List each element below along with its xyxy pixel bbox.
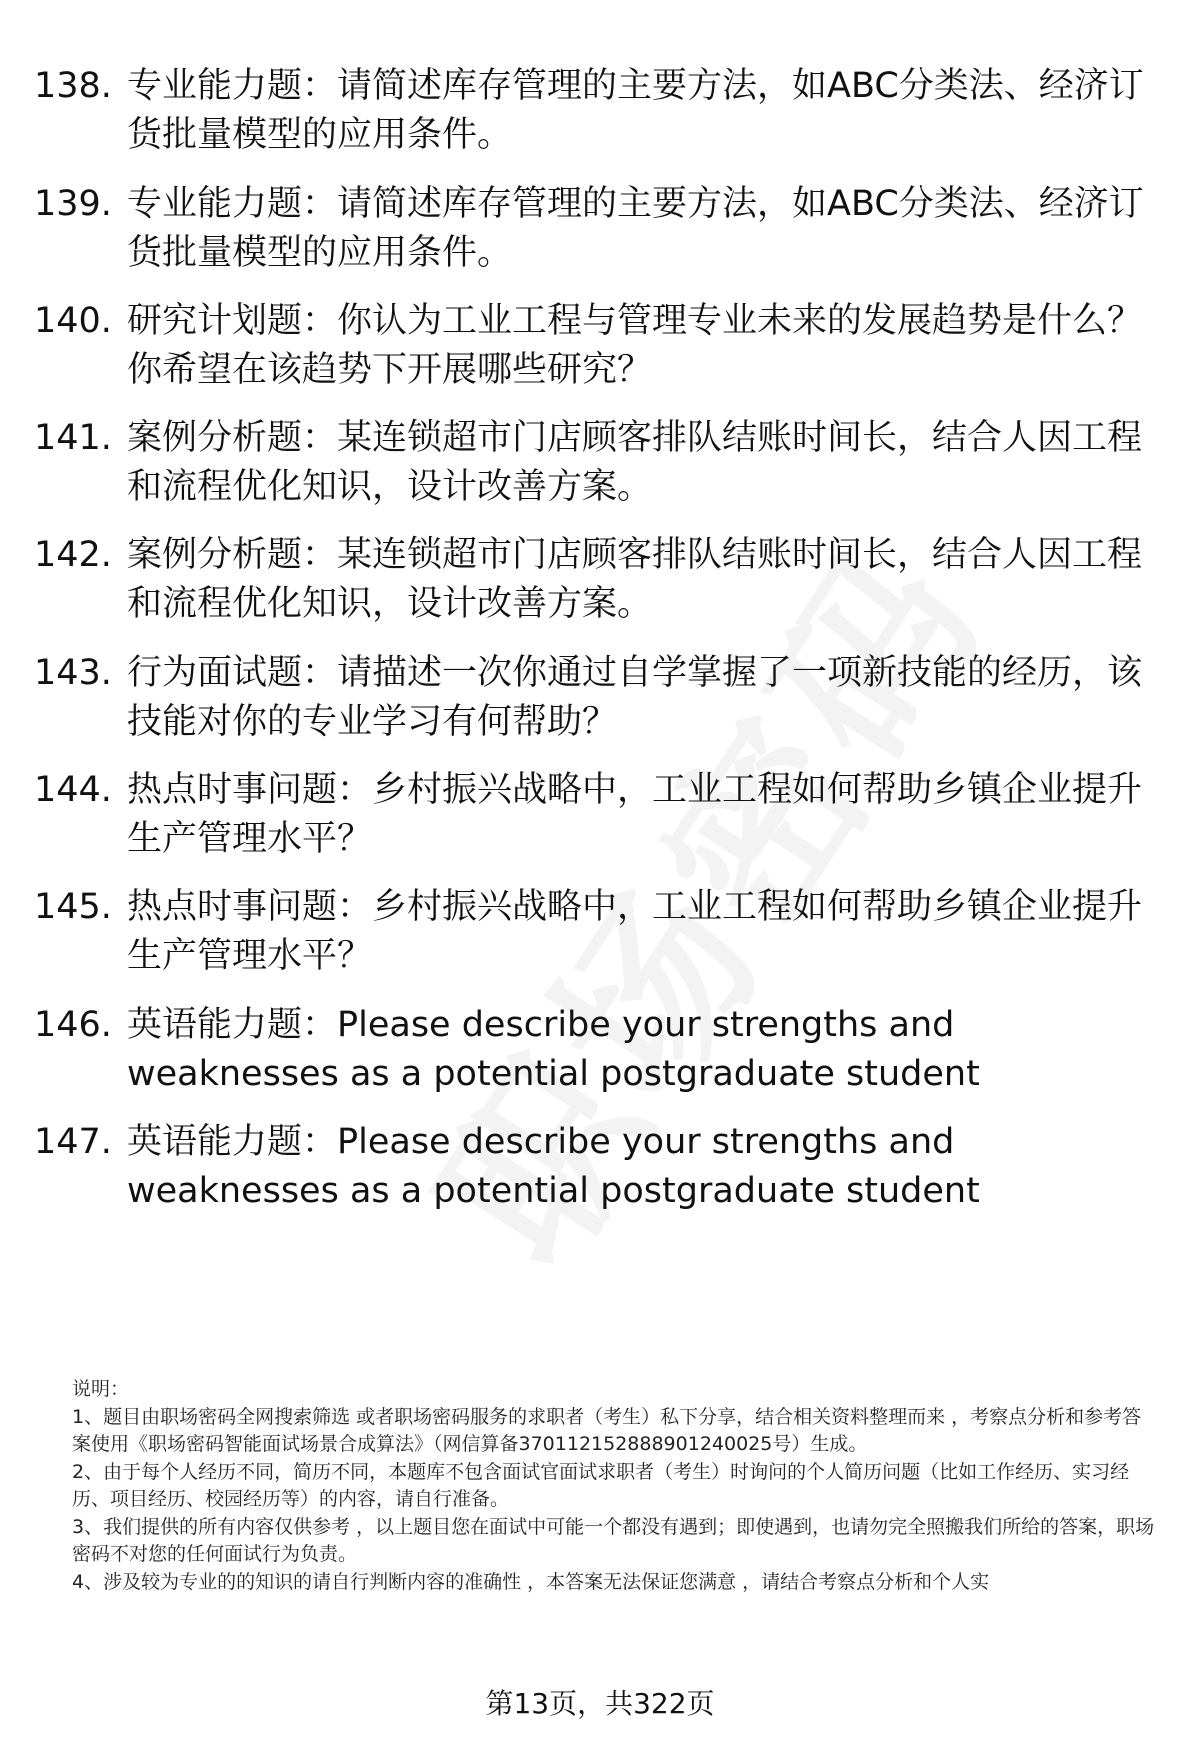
question-item [34,297,1169,407]
question-text: 乡村振兴战略中，工业工程如何帮助乡镇企业提升生产管理水平？ [127,887,1143,976]
question-text-block [127,297,1157,395]
question-type: 英语能力题： [127,1005,338,1045]
note-item: 1、题目由职场密码全网搜索筛选 或者职场密码服务的求职者（考生）私下分享，结合相关资料整理而来 ，考察点分析和参考答案使用《职场密码智能面试场景合成算法》（网信算备370112152888901240025号）生成。 [72,1405,1142,1455]
question-text-block [127,649,1157,747]
note-item: 3、我们提供的所有内容仅供参考 ，以上题目您在面试中可能一个都没有遇到；即使遇到，也请勿完全照搬我们所给的答案，职场密码不对您的任何面试行为负责。 [72,1515,1155,1565]
question-type: 专业能力题： [127,66,338,106]
question-text-block [127,414,1157,512]
question-text-block [127,531,1157,629]
question-text-block [127,766,1157,864]
question-type: 热点时事问题： [127,770,373,810]
question-text: 乡村振兴战略中，工业工程如何帮助乡镇企业提升生产管理水平？ [127,770,1143,859]
question-item [34,531,1169,641]
question-text-block [127,180,1157,278]
question-type: 研究计划题： [127,301,338,341]
question-type: 专业能力题： [127,184,338,224]
question-item [34,1001,1169,1111]
question-text: 请简述库存管理的主要方法，如ABC分类法、经济订货批量模型的应用条件。 [127,66,1144,155]
question-text: 某连锁超市门店顾客排队结账时间长，结合人因工程和流程优化知识，设计改善方案。 [127,418,1143,507]
question-number: 139. [34,184,112,224]
question-text: Please describe your strengths and weaknesses as a potential postgraduate student [127,1005,980,1094]
question-type: 热点时事问题： [127,887,373,927]
note-item: 4、涉及较为专业的的知识的请自行判断内容的准确性 ，本答案无法保证您满意 ，请结合考察点分析和个人实 [72,1570,990,1593]
question-text: 你认为工业工程与管理专业未来的发展趋势是什么？你希望在该趋势下开展哪些研究？ [127,301,1143,390]
note-item: 2、由于每个人经历不同，简历不同，本题库不包含面试官面试求职者（考生）时询问的个人简历问题（比如工作经历、实习经历、项目经历、校园经历等）的内容，请自行准备。 [72,1460,1130,1510]
question-type: 行为面试题： [127,653,338,693]
page-number: 第13页，共322页 [485,1687,715,1720]
question-text-block [127,883,1157,981]
question-item [34,1118,1169,1228]
question-type: 英语能力题： [127,1122,338,1162]
question-item [34,766,1169,876]
question-item [34,180,1169,290]
question-number: 138. [34,66,112,106]
question-number: 144. [34,770,112,810]
question-number: 140. [34,301,112,341]
question-text-block [127,1001,1157,1099]
question-text: Please describe your strengths and weaknesses as a potential postgraduate student [127,1122,980,1211]
question-number: 142. [34,535,112,575]
question-text: 请简述库存管理的主要方法，如ABC分类法、经济订货批量模型的应用条件。 [127,184,1144,273]
question-number: 141. [34,418,112,458]
question-item [34,883,1169,993]
question-type: 案例分析题： [127,418,338,458]
question-item [34,414,1169,524]
question-text-block [127,62,1157,160]
question-number: 143. [34,653,112,693]
question-number: 147. [34,1122,112,1162]
question-item [34,649,1169,759]
question-item [34,62,1169,172]
question-text: 请描述一次你通过自学掌握了一项新技能的经历，该技能对你的专业学习有何帮助？ [127,653,1143,742]
notes-section [72,1376,1160,1596]
question-number: 145. [34,887,112,927]
question-type: 案例分析题： [127,535,338,575]
question-number: 146. [34,1005,112,1045]
question-text: 某连锁超市门店顾客排队结账时间长，结合人因工程和流程优化知识，设计改善方案。 [127,535,1143,624]
notes-title: 说明： [72,1378,130,1400]
question-text-block [127,1118,1157,1216]
